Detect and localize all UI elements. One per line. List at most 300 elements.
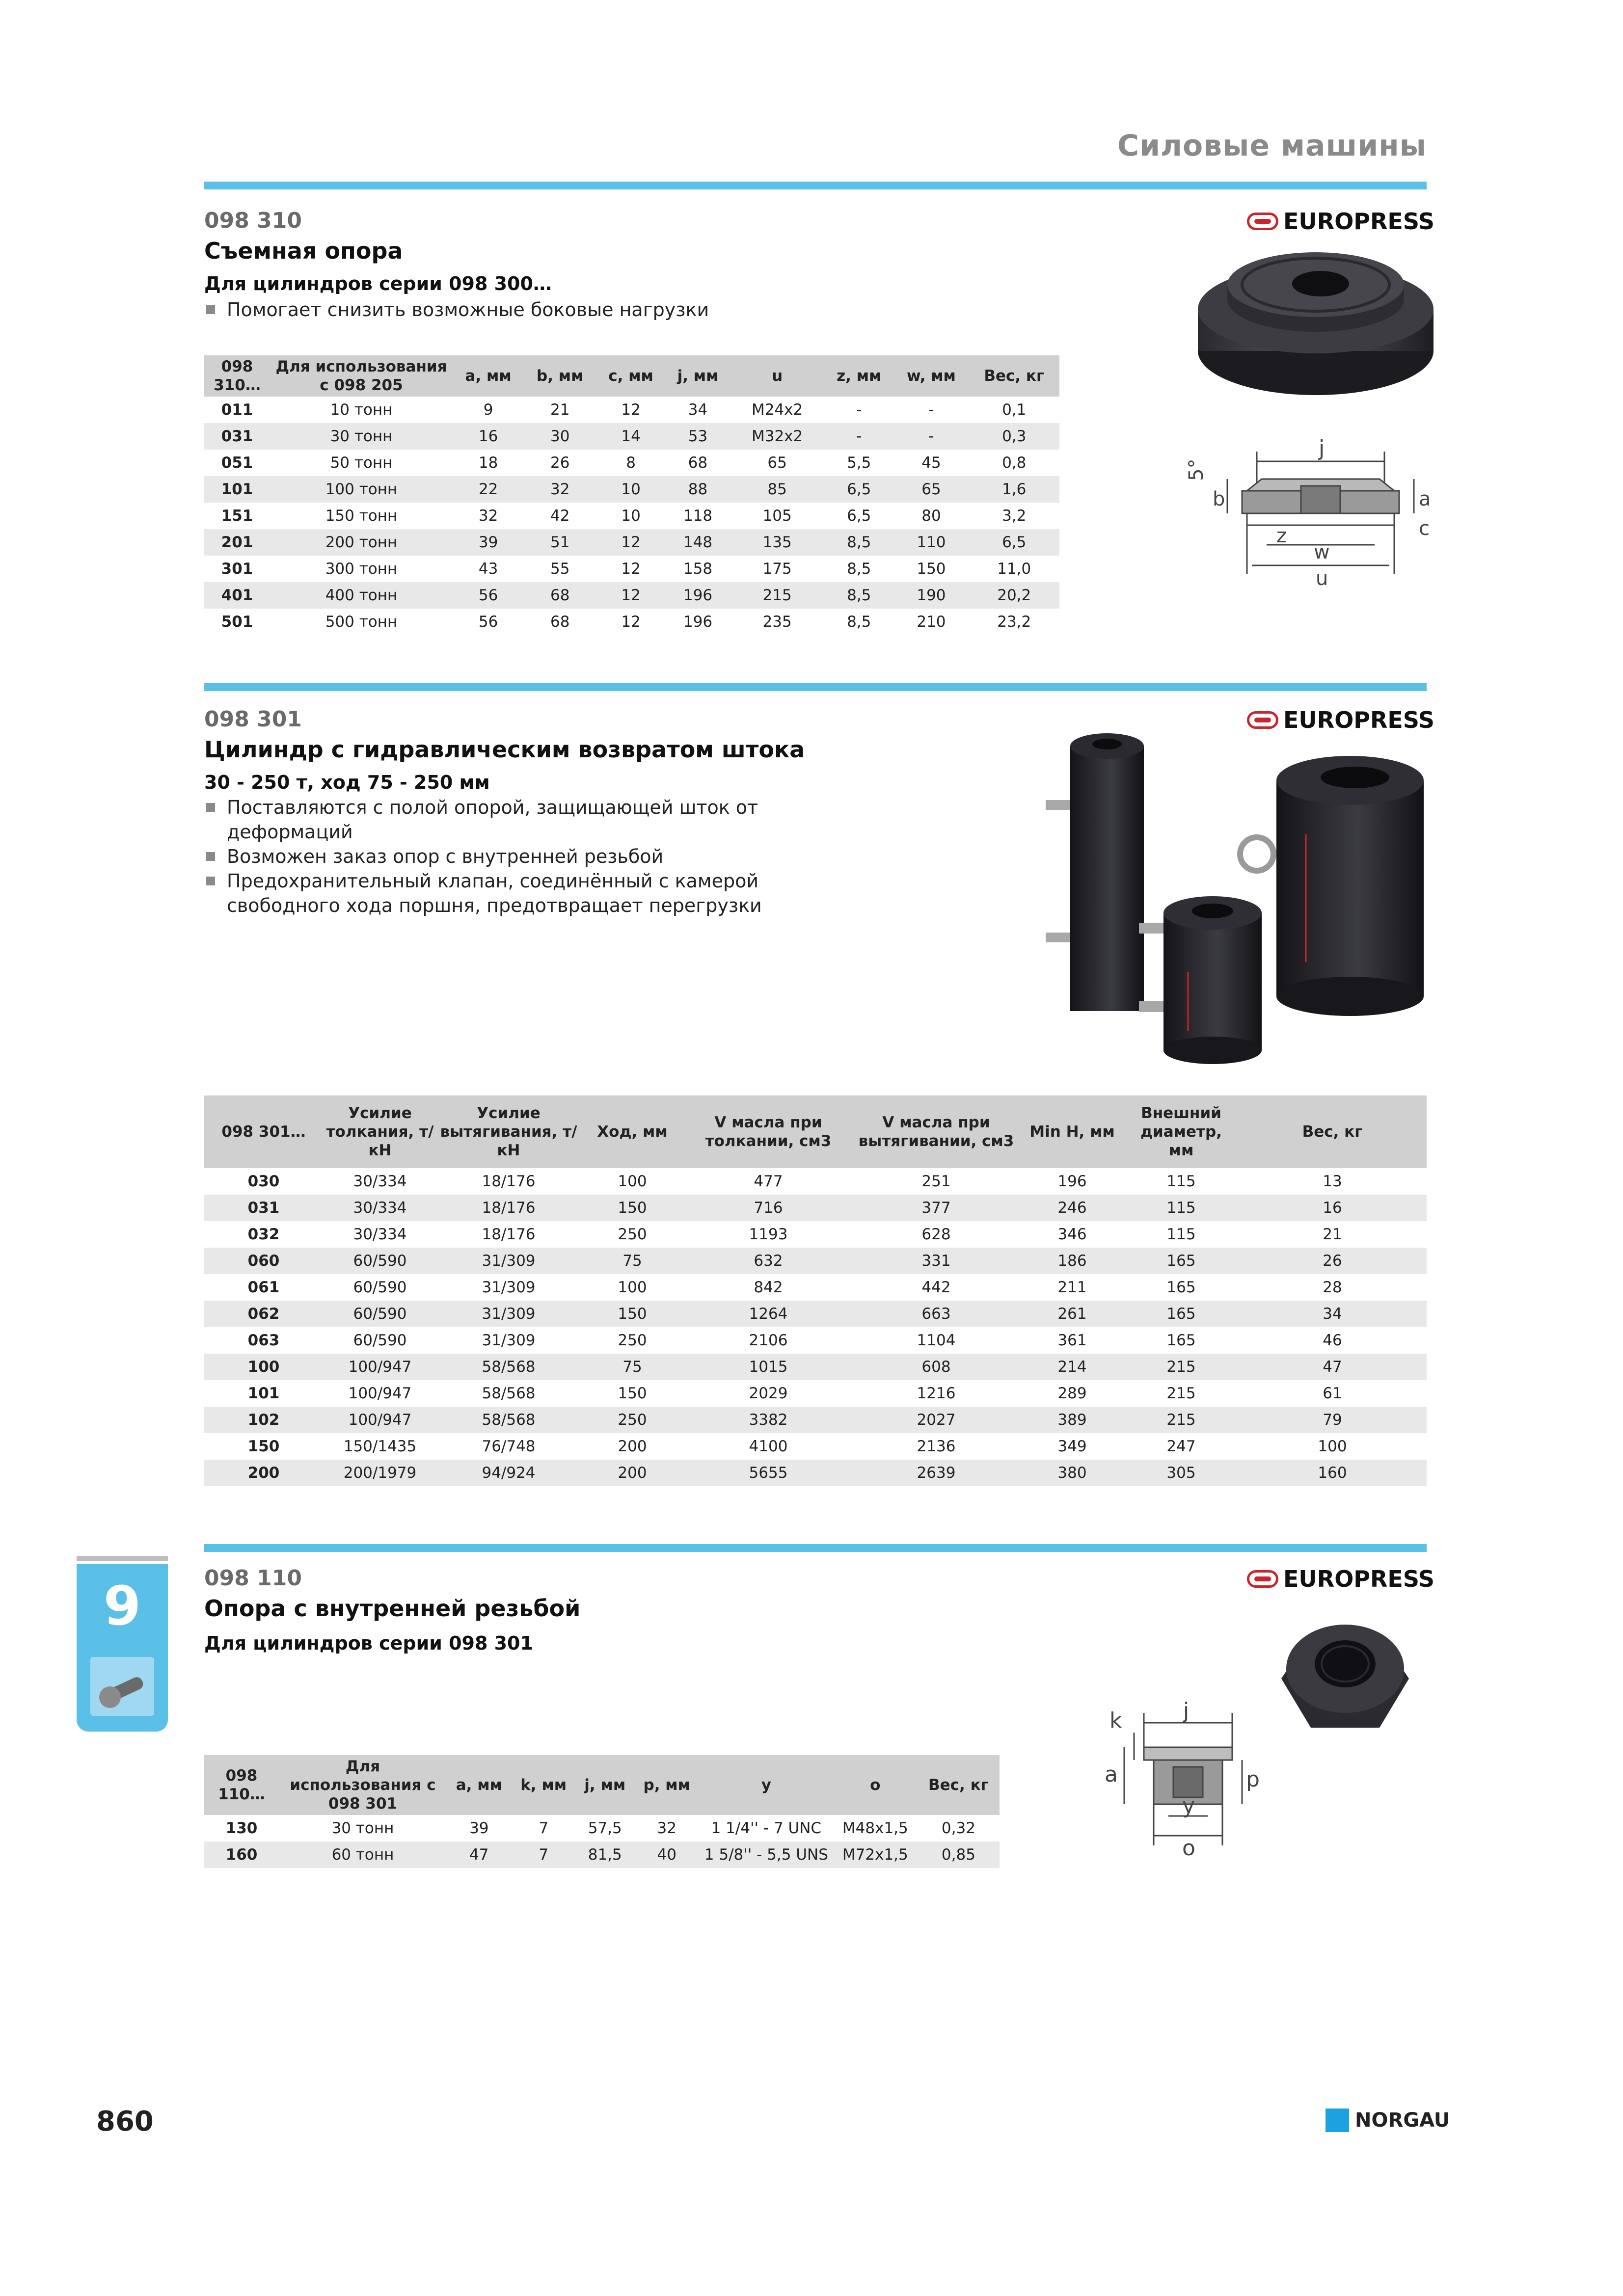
chapter-tab-edge: [77, 1556, 168, 1561]
table-cell: 377: [852, 1195, 1020, 1221]
table-cell: 6,5: [824, 476, 893, 503]
col-header: Вес, кг: [1238, 1095, 1427, 1168]
col-header: 098 301…: [204, 1095, 323, 1168]
table-row: [204, 556, 1059, 582]
col-header: k, мм: [512, 1755, 576, 1815]
table-cell: 214: [1020, 1354, 1124, 1380]
chapter-number: 9: [103, 1575, 141, 1637]
table-cell: 380: [1020, 1460, 1124, 1486]
table-cell: 301: [221, 560, 253, 578]
table-cell: 150/1435: [343, 1438, 417, 1455]
table-cell: 115: [1166, 1173, 1196, 1190]
table-cell: 30 тонн: [270, 423, 453, 450]
table-cell: 250: [580, 1407, 684, 1433]
table-cell: 215: [1124, 1407, 1238, 1433]
table-cell: 401: [204, 582, 270, 609]
table-cell: 210: [917, 613, 946, 631]
table-cell: 60/590: [353, 1279, 407, 1296]
table-cell: 102: [204, 1407, 323, 1433]
dim-a-label: a: [1419, 488, 1431, 510]
table-cell: 165: [1124, 1248, 1238, 1274]
table-cell: 251: [921, 1173, 951, 1190]
table-row: [204, 1380, 1427, 1407]
table-row: [204, 1274, 1427, 1301]
table-cell: 57,5: [588, 1819, 622, 1837]
table-cell: 7: [539, 1819, 549, 1837]
table-cell: 215: [1166, 1385, 1196, 1402]
table-cell: 663: [852, 1301, 1020, 1327]
product-subtitle: 30 - 250 т, ход 75 - 250 мм: [204, 772, 490, 793]
table-cell: 361: [1057, 1332, 1087, 1349]
table-cell: 100: [618, 1173, 647, 1190]
table-cell: 3,2: [1002, 507, 1027, 525]
dim-o-label: o: [1182, 1836, 1195, 1861]
dim-k-label: k: [1109, 1708, 1122, 1733]
table-cell: 10 тонн: [330, 401, 393, 419]
table-cell: 030: [247, 1173, 280, 1190]
table-cell: 477: [754, 1173, 783, 1190]
table-cell: 632: [684, 1248, 852, 1274]
table-row: [204, 529, 1059, 556]
col-header: Усилие толкания, т/кН: [323, 1095, 437, 1168]
table-cell: 30: [524, 423, 596, 450]
col-header: a, мм: [447, 1755, 512, 1815]
table-cell: -: [856, 401, 862, 419]
table-cell: 148: [666, 529, 730, 556]
table-cell: 115: [1124, 1195, 1238, 1221]
feature-list: [204, 795, 862, 918]
table-cell: 56: [478, 613, 498, 631]
col-header: a, мм: [453, 355, 524, 397]
table-row: [204, 1301, 1427, 1327]
col-header: y: [700, 1755, 833, 1815]
table-row: [204, 1407, 1427, 1433]
table-cell: 68: [550, 613, 570, 631]
feature-item: Предохранительный клапан, соединённый с камерой свободного хода поршня, предотвращает перегрузки: [204, 869, 862, 918]
col-header: Ход, мм: [580, 1095, 684, 1168]
table-cell: 246: [1020, 1195, 1124, 1221]
table-cell: 50 тонн: [330, 454, 393, 472]
table-cell: 200/1979: [323, 1460, 437, 1486]
table-row: [204, 397, 1059, 423]
product-title: Опора с внутренней резьбой: [204, 1595, 581, 1622]
dim-p-label: p: [1246, 1767, 1260, 1792]
table-cell: 39: [469, 1819, 489, 1837]
table-cell: 30/334: [353, 1173, 407, 1190]
table-cell: 175: [762, 560, 792, 578]
table-cell: 14: [596, 423, 666, 450]
table-cell: 21: [1323, 1226, 1342, 1243]
col-header: j, мм: [576, 1755, 634, 1815]
col-header: j, мм: [666, 355, 730, 397]
table-row: [204, 1433, 1427, 1460]
table-cell: 261: [1020, 1301, 1124, 1327]
table-cell: 60 тонн: [279, 1842, 447, 1868]
dim-b-label: b: [1213, 488, 1225, 510]
table-row: [204, 1842, 1000, 1868]
table-cell: 110: [893, 529, 969, 556]
brand-logo: EUROPRESS: [1247, 208, 1434, 235]
table-cell: 160: [204, 1842, 279, 1868]
product-title: Съемная опора: [204, 238, 403, 264]
section-divider: [204, 182, 1427, 189]
table-cell: 346: [1057, 1226, 1087, 1243]
table-cell: 47: [1238, 1354, 1427, 1380]
table-cell: 75: [580, 1354, 684, 1380]
table-cell: 186: [1020, 1248, 1124, 1274]
table-cell: 18: [478, 454, 498, 472]
table-cell: 0,32: [941, 1819, 975, 1837]
table-cell: 196: [666, 582, 730, 609]
col-header: p, мм: [634, 1755, 700, 1815]
table-cell: 165: [1166, 1332, 1196, 1349]
table-cell: 7: [512, 1842, 576, 1868]
table-cell: 6,5: [969, 529, 1059, 556]
product-code: 098 310: [204, 208, 302, 233]
table-cell: 628: [921, 1226, 951, 1243]
product-code: 098 110: [204, 1566, 302, 1591]
table-cell: 16: [453, 423, 524, 450]
table-cell: 1,6: [969, 476, 1059, 503]
table-cell: 115: [1166, 1226, 1196, 1243]
table-row: [204, 1195, 1427, 1221]
table-cell: 45: [921, 454, 941, 472]
table-cell: 60/590: [323, 1248, 437, 1274]
brand-logo: EUROPRESS: [1247, 707, 1434, 733]
table-cell: M48x1,5: [842, 1819, 908, 1837]
table-cell: 58/568: [482, 1385, 536, 1402]
table-cell: 47: [447, 1842, 512, 1868]
table-cell: 1 5/8'' - 5,5 UNS: [700, 1842, 833, 1868]
spec-table-098301: [204, 1095, 1427, 1486]
table-cell: 031: [204, 423, 270, 450]
table-cell: 65: [893, 476, 969, 503]
feature-item: Помогает снизить возможные боковые нагрузки: [204, 297, 1039, 322]
col-header: w, мм: [893, 355, 969, 397]
table-cell: 58/568: [437, 1407, 580, 1433]
base-ring-drawing: [1178, 432, 1434, 609]
table-cell: 12: [621, 401, 641, 419]
table-cell: 842: [754, 1279, 783, 1296]
table-row: [204, 582, 1059, 609]
dim-angle-label: 5°: [1185, 458, 1208, 481]
table-cell: 60/590: [353, 1332, 407, 1349]
col-header: z, мм: [824, 355, 893, 397]
cylinders-photo: [1041, 726, 1434, 1080]
table-cell: 9: [483, 401, 493, 419]
table-cell: 5,5: [847, 454, 871, 472]
table-cell: 2639: [852, 1460, 1020, 1486]
table-cell: 12: [596, 582, 666, 609]
table-row: [204, 1354, 1427, 1380]
table-cell: M32x2: [730, 423, 824, 450]
table-cell: 196: [1057, 1173, 1087, 1190]
table-cell: 5655: [684, 1460, 852, 1486]
table-cell: 501: [221, 613, 253, 631]
col-header: Вес, кг: [918, 1755, 1000, 1815]
table-cell: 55: [550, 560, 570, 578]
table-cell: 063: [247, 1332, 280, 1349]
dim-z-label: z: [1276, 525, 1287, 547]
table-row: [204, 1221, 1427, 1248]
table-cell: 65: [767, 454, 787, 472]
table-cell: 88: [666, 476, 730, 503]
table-cell: 1216: [917, 1385, 956, 1402]
col-header: c, мм: [596, 355, 666, 397]
table-cell: 39: [453, 529, 524, 556]
table-cell: 500 тонн: [325, 613, 398, 631]
table-cell: 21: [550, 401, 570, 419]
dim-u-label: u: [1316, 567, 1328, 590]
table-cell: 61: [1323, 1385, 1342, 1402]
table-cell: 34: [688, 401, 708, 419]
col-header: o: [833, 1755, 918, 1815]
table-cell: 150: [618, 1385, 647, 1402]
table-cell: 1015: [684, 1354, 852, 1380]
table-cell: 100/947: [323, 1407, 437, 1433]
table-cell: 30/334: [353, 1226, 407, 1243]
table-cell: 400 тонн: [270, 582, 453, 609]
table-cell: 061: [247, 1279, 280, 1296]
threaded-base-drawing: [1070, 1688, 1267, 1865]
table-cell: 94/924: [437, 1460, 580, 1486]
table-row: [204, 1327, 1427, 1354]
chapter-tab[interactable]: [77, 1564, 168, 1732]
table-cell: 31/309: [482, 1279, 536, 1296]
europress-logo-icon: [1247, 1570, 1278, 1588]
col-header: b, мм: [524, 355, 596, 397]
table-cell: 18/176: [482, 1226, 536, 1243]
table-cell: 051: [221, 454, 253, 472]
table-cell: 200: [204, 1460, 323, 1486]
table-row: [204, 1168, 1427, 1195]
table-cell: 85: [730, 476, 824, 503]
brand-logo: EUROPRESS: [1247, 1566, 1434, 1592]
dim-c-label: c: [1419, 517, 1430, 540]
table-cell: 100: [1318, 1438, 1347, 1455]
table-cell: 18/176: [482, 1173, 536, 1190]
table-cell: 305: [1124, 1460, 1238, 1486]
page-number: 860: [96, 2106, 154, 2137]
table-row: [204, 503, 1059, 529]
table-cell: 031: [204, 1195, 323, 1221]
table-cell: 160: [1238, 1460, 1427, 1486]
table-cell: 1104: [917, 1332, 956, 1349]
threaded-base-photo: [1271, 1615, 1419, 1747]
section-divider: [204, 683, 1427, 691]
table-row: [204, 1460, 1427, 1486]
table-cell: 608: [852, 1354, 1020, 1380]
table-cell: 1193: [749, 1226, 788, 1243]
dim-y-label: y: [1182, 1793, 1195, 1818]
table-cell: 32: [478, 507, 498, 525]
table-cell: 31/309: [437, 1248, 580, 1274]
table-cell: 442: [921, 1279, 951, 1296]
company-logo: [1325, 2109, 1450, 2132]
table-row: [204, 1248, 1427, 1274]
table-cell: 165: [1166, 1279, 1196, 1296]
table-cell: 58/568: [437, 1354, 580, 1380]
table-cell: 118: [683, 507, 713, 525]
table-cell: 32: [524, 476, 596, 503]
table-cell: 100: [204, 1354, 323, 1380]
table-cell: 158: [683, 560, 713, 578]
table-cell: M72x1,5: [833, 1842, 918, 1868]
table-cell: 0,8: [1002, 454, 1027, 472]
dim-j-label: j: [1319, 436, 1325, 461]
table-cell: 56: [453, 582, 524, 609]
table-cell: 31/309: [482, 1332, 536, 1349]
product-title: Цилиндр с гидравлическим возвратом штока: [204, 736, 805, 763]
table-cell: 68: [524, 582, 596, 609]
table-row: [204, 609, 1059, 635]
table-cell: 18/176: [437, 1195, 580, 1221]
table-cell: 8: [626, 454, 636, 472]
table-cell: 30/334: [323, 1195, 437, 1221]
table-cell: 289: [1057, 1385, 1087, 1402]
table-cell: 331: [852, 1248, 1020, 1274]
table-row: [204, 1815, 1000, 1842]
base-ring-photo: [1188, 245, 1443, 402]
table-cell: 105: [762, 507, 792, 525]
table-cell: 250: [618, 1332, 647, 1349]
table-cell: 211: [1057, 1279, 1087, 1296]
table-cell: 75: [580, 1248, 684, 1274]
table-cell: 062: [204, 1301, 323, 1327]
table-cell: 30 тонн: [331, 1819, 394, 1837]
table-cell: 060: [204, 1248, 323, 1274]
table-cell: 0,1: [1002, 401, 1027, 419]
table-cell: 2106: [749, 1332, 788, 1349]
spec-table-098110: [204, 1755, 1000, 1868]
table-cell: 80: [921, 507, 941, 525]
table-cell: 190: [893, 582, 969, 609]
table-cell: 32: [657, 1819, 676, 1837]
spec-table-098310: [204, 355, 1059, 635]
table-cell: 43: [478, 560, 498, 578]
table-cell: 53: [666, 423, 730, 450]
table-cell: 1264: [684, 1301, 852, 1327]
table-cell: 247: [1166, 1438, 1196, 1455]
table-cell: 1 1/4'' - 7 UNC: [711, 1819, 822, 1837]
table-cell: 81,5: [576, 1842, 634, 1868]
table-cell: 8,5: [847, 613, 871, 631]
product-subtitle: Для цилиндров серии 098 300…: [204, 273, 552, 294]
table-cell: 22: [453, 476, 524, 503]
col-header: Для использования с 098 205: [270, 355, 453, 397]
dim-a-label: a: [1105, 1762, 1118, 1787]
table-cell: 20,2: [969, 582, 1059, 609]
table-cell: 032: [247, 1226, 280, 1243]
table-cell: 4100: [749, 1438, 788, 1455]
table-row: [204, 423, 1059, 450]
table-cell: 250: [618, 1226, 647, 1243]
grinder-icon: [90, 1657, 154, 1716]
table-cell: 100: [618, 1279, 647, 1296]
table-cell: 150: [917, 560, 946, 578]
table-cell: 150: [247, 1438, 280, 1455]
table-cell: -: [928, 401, 934, 419]
table-cell: 12: [596, 529, 666, 556]
table-cell: 34: [1238, 1301, 1427, 1327]
table-row: [204, 450, 1059, 476]
table-cell: 101: [204, 476, 270, 503]
table-cell: 235: [762, 613, 792, 631]
table-cell: 215: [1124, 1354, 1238, 1380]
col-header: Усилие вытягивания, т/кН: [437, 1095, 580, 1168]
table-cell: 196: [683, 613, 713, 631]
table-cell: 100/947: [348, 1385, 412, 1402]
table-cell: 26: [550, 454, 570, 472]
table-cell: 101: [247, 1385, 280, 1402]
table-cell: 11,0: [997, 560, 1031, 578]
table-cell: 716: [684, 1195, 852, 1221]
col-header: Min H, мм: [1020, 1095, 1124, 1168]
feature-item: Возможен заказ опор с внутренней резьбой: [204, 844, 862, 869]
table-cell: 8,5: [847, 560, 871, 578]
table-cell: 8,5: [824, 582, 893, 609]
table-cell: 389: [1020, 1407, 1124, 1433]
table-cell: 26: [1238, 1248, 1427, 1274]
table-cell: 13: [1323, 1173, 1342, 1190]
col-header: V масла при толкании, см3: [684, 1095, 852, 1168]
table-cell: 10: [596, 476, 666, 503]
table-cell: 28: [1323, 1279, 1342, 1296]
table-cell: 349: [1057, 1438, 1087, 1455]
table-cell: 60/590: [323, 1301, 437, 1327]
table-cell: 2029: [749, 1385, 788, 1402]
norgau-logo-icon: [1325, 2109, 1349, 2132]
table-cell: 200: [618, 1438, 647, 1455]
table-cell: 12: [621, 613, 641, 631]
table-cell: 0,85: [918, 1842, 1000, 1868]
table-cell: 10: [621, 507, 641, 525]
table-cell: 150: [580, 1195, 684, 1221]
section-title: Силовые машины: [1117, 129, 1427, 163]
table-cell: 76/748: [482, 1438, 536, 1455]
table-cell: 135: [730, 529, 824, 556]
col-header: Для использования с 098 301: [279, 1755, 447, 1815]
table-cell: 12: [621, 560, 641, 578]
table-cell: 165: [1124, 1301, 1238, 1327]
feature-list: [204, 297, 1039, 322]
table-cell: 51: [524, 529, 596, 556]
table-cell: 100/947: [323, 1354, 437, 1380]
table-cell: 3382: [684, 1407, 852, 1433]
table-cell: 150 тонн: [325, 507, 398, 525]
table-cell: 16: [1238, 1195, 1427, 1221]
europress-logo-icon: [1247, 213, 1278, 230]
table-cell: 8,5: [824, 529, 893, 556]
table-cell: -: [893, 423, 969, 450]
table-cell: 150: [580, 1301, 684, 1327]
table-cell: 2136: [917, 1438, 956, 1455]
col-header: 098 110…: [204, 1755, 279, 1815]
table-cell: 68: [688, 454, 708, 472]
table-cell: M24x2: [751, 401, 803, 419]
product-code: 098 301: [204, 707, 302, 732]
dim-j-label: j: [1183, 1698, 1190, 1723]
col-header: 098 310…: [204, 355, 270, 397]
dim-w-label: w: [1314, 541, 1330, 563]
table-cell: -: [824, 423, 893, 450]
table-cell: 0,3: [969, 423, 1059, 450]
table-cell: 31/309: [437, 1301, 580, 1327]
feature-item: Поставляются с полой опорой, защищающей шток от деформаций: [204, 795, 862, 844]
col-header: V масла при вытягивании, см3: [852, 1095, 1020, 1168]
col-header: Вес, кг: [969, 355, 1059, 397]
company-name: NORGAU: [1355, 2109, 1450, 2132]
